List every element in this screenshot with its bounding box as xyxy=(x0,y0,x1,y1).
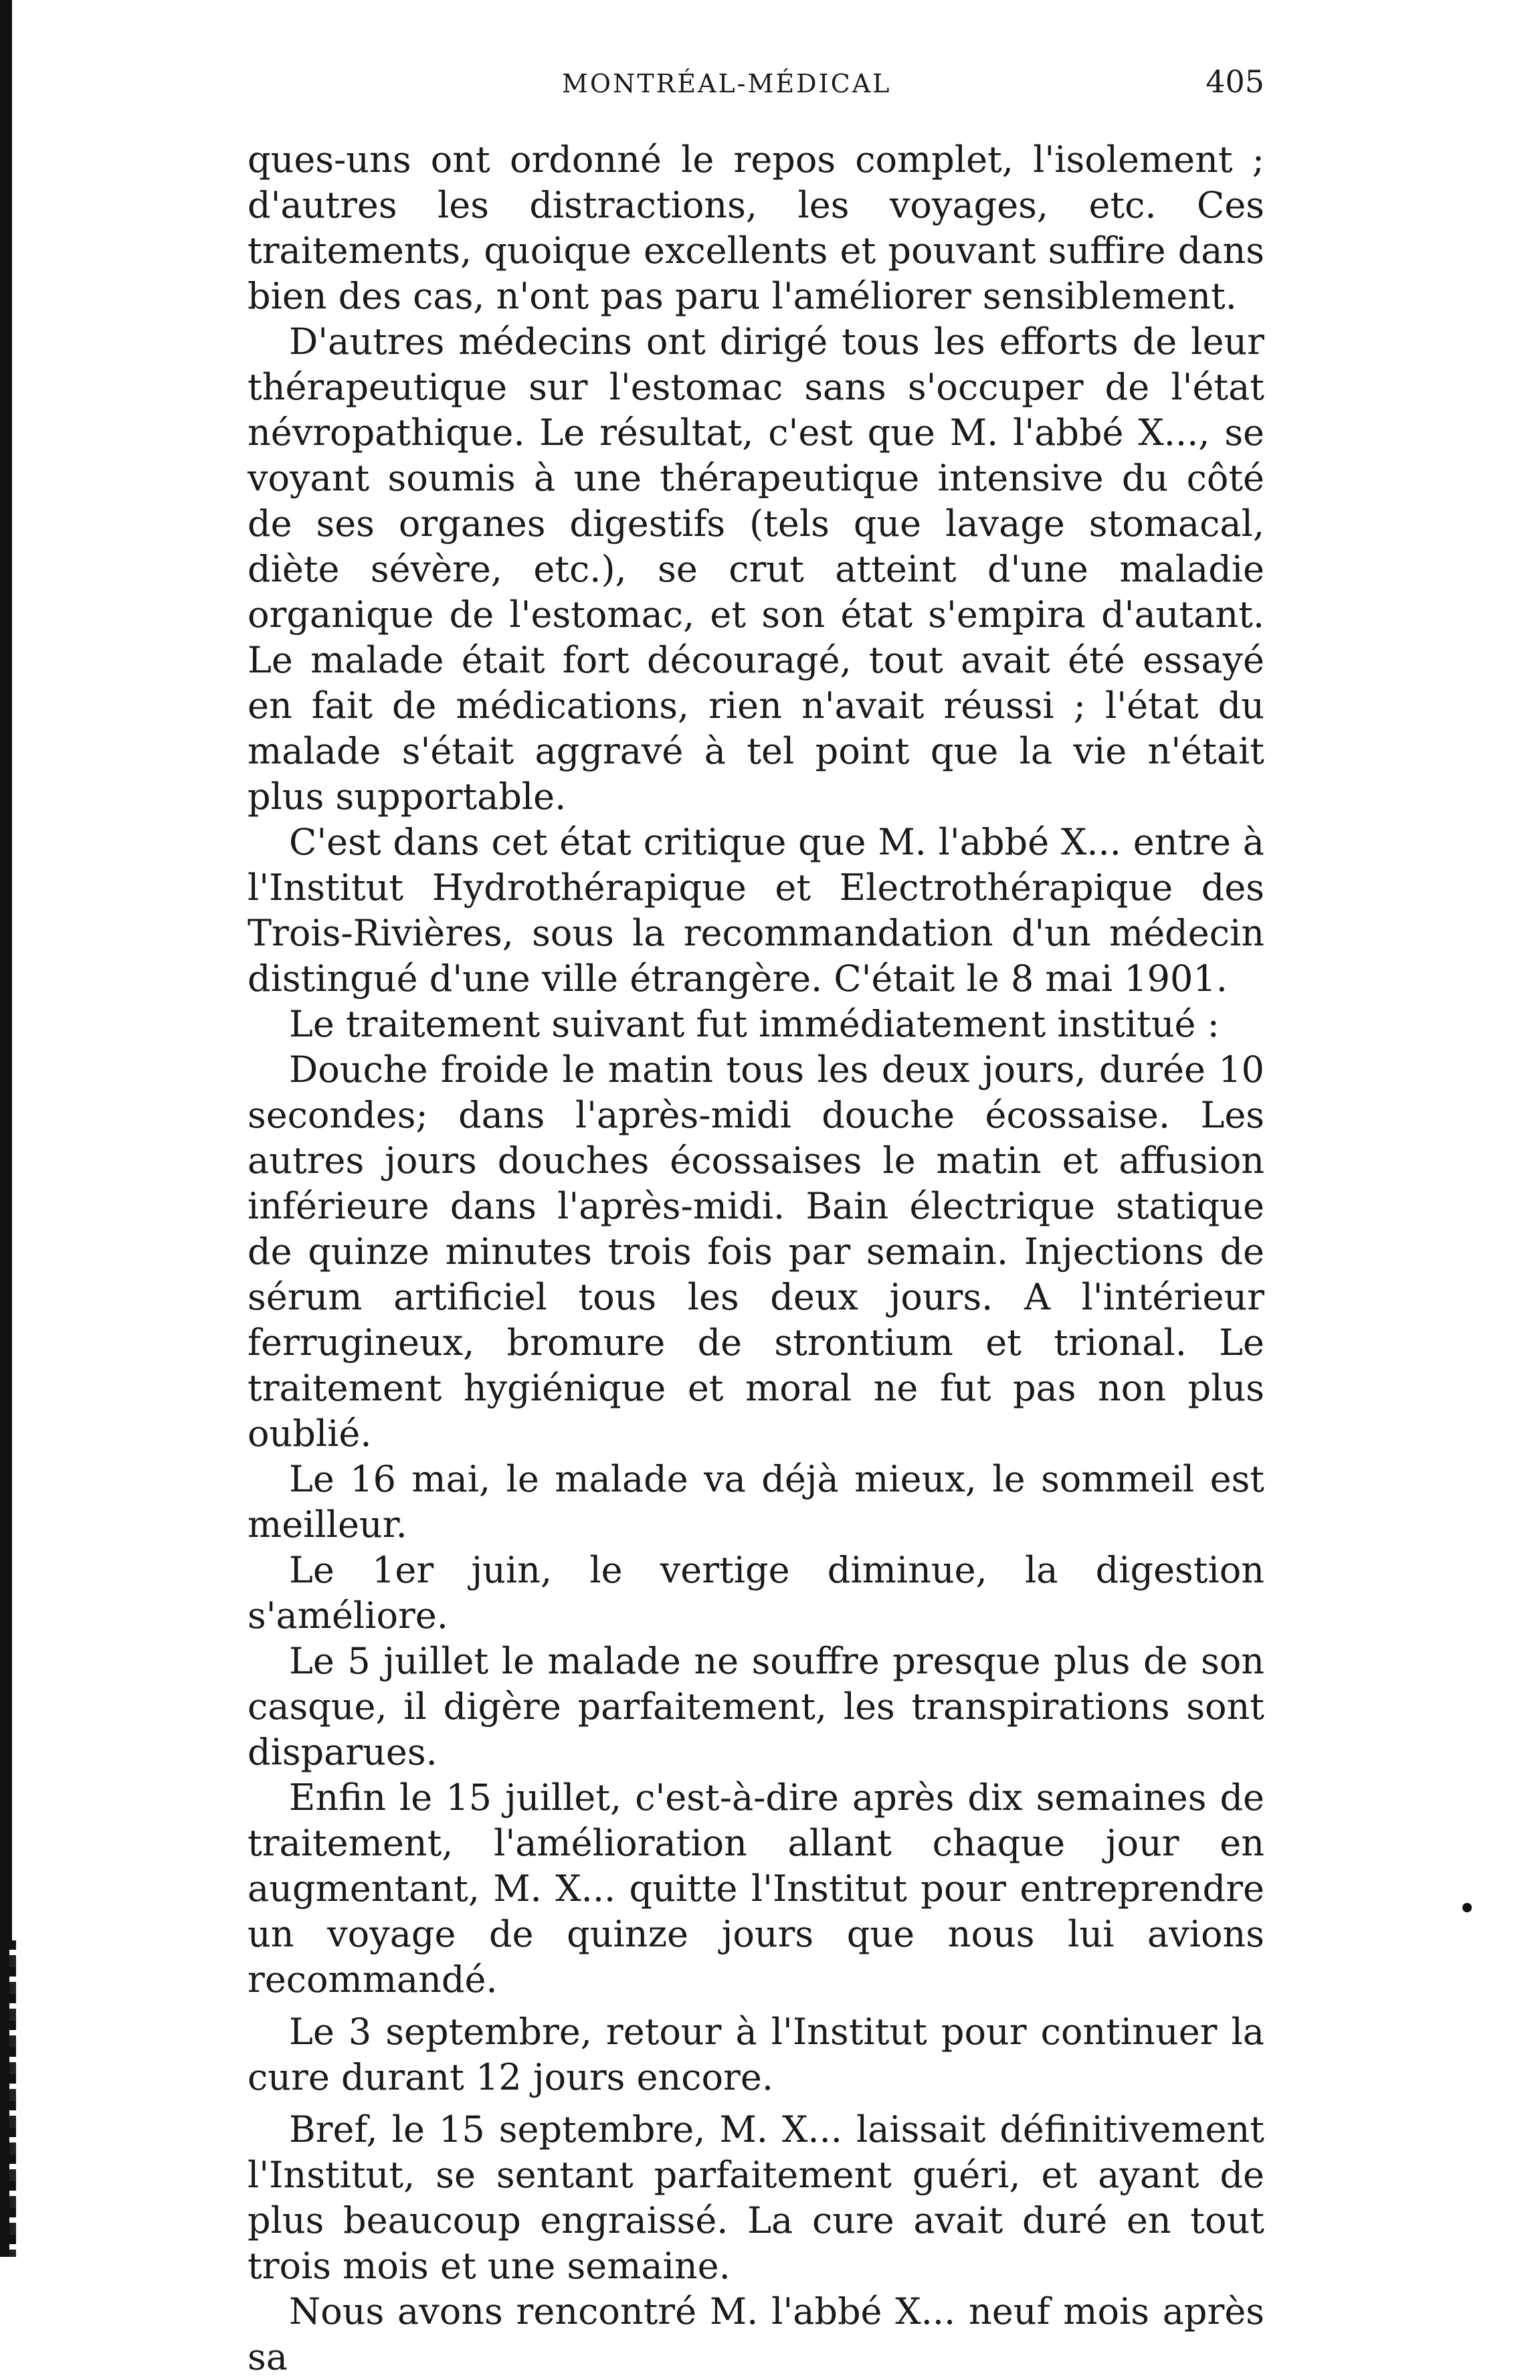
paragraph-continuation: ques-uns ont ordonné le repos complet, l'isolement ; d'autres les distractions, les voyages, etc. Ces traitements, quoique excellents et pouvant suffire dans bien des cas, n'ont pas paru l'améliorer sensiblement. xyxy=(248,139,1264,317)
paragraph: Le 3 septembre, retour à l'Institut pour continuer la cure durant 12 jours encore. xyxy=(248,2011,1264,2098)
page-number: 405 xyxy=(1206,64,1264,100)
text-body xyxy=(248,137,1264,2380)
binding-edge xyxy=(0,0,12,2257)
paragraph: Le traitement suivant fut immédiatement institué : xyxy=(289,1003,1220,1045)
paragraph: Bref, le 15 septembre, M. X... laissait définitivement l'Institut, se sentant parfaitement guéri, et ayant de plus beaucoup engraissé. La cure avait duré en tout trois mois et une semaine. xyxy=(248,2108,1264,2287)
paragraph: Enfin le 15 juillet, c'est-à-dire après dix semaines de traitement, l'amélioration allant chaque jour en augmentant, M. X... quitte l'Institut pour entreprendre un voyage de quinze jours que nous lui avions recommandé. xyxy=(248,1776,1264,2001)
running-head xyxy=(248,64,1264,110)
binding-edge-ragged xyxy=(9,1940,16,2257)
paragraph: Le 1er juin, le vertige diminue, la digestion s'améliore. xyxy=(248,1549,1264,1637)
paragraph: D'autres médecins ont dirigé tous les efforts de leur thérapeutique sur l'estomac sans s'occuper de l'état névropathique. Le résultat, c'est que M. l'abbé X..., se voyant soumis à une thérapeutique intensive du côté de ses organes digestifs (tels que lavage stomacal, diète sévère, etc.), se crut atteint d'une maladie organique de l'estomac, et son état s'empira d'autant. Le malade était fort découragé, tout avait été essayé en fait de médications, rien n'avait réussi ; l'état du malade s'était aggravé à tel point que la vie n'était plus supportable. xyxy=(248,321,1264,818)
paragraph: Le 5 juillet le malade ne souffre presque plus de son casque, il digère parfaitement, les transpirations sont disparues. xyxy=(248,1640,1264,1773)
running-title: MONTRÉAL-MÉDICAL xyxy=(562,69,892,98)
paragraph: Douche froide le matin tous les deux jours, durée 10 secondes; dans l'après-midi douche écossaise. Les autres jours douches écossaises le matin et affusion inférieure dans l'après-midi. Bain électrique statique de quinze minutes trois fois par semain. Injections de sérum artificiel tous les deux jours. A l'intérieur ferrugineux, bromure de strontium et trional. Le traitement hygiénique et moral ne fut pas non plus oublié. xyxy=(248,1048,1264,1455)
book-page xyxy=(248,64,1264,2380)
paragraph: Le 16 mai, le malade va déjà mieux, le sommeil est meilleur. xyxy=(248,1458,1264,1546)
stray-ink-dot xyxy=(1462,1903,1472,1912)
paragraph: Nous avons rencontré M. l'abbé X... neuf mois après sa xyxy=(248,2290,1264,2378)
paragraph: C'est dans cet état critique que M. l'abbé X... entre à l'Institut Hydrothérapique et Electrothérapique des Trois-Rivières, sous la recommandation d'un médecin distingué d'une ville étrangère. C'était le 8 mai 1901. xyxy=(248,821,1264,1000)
